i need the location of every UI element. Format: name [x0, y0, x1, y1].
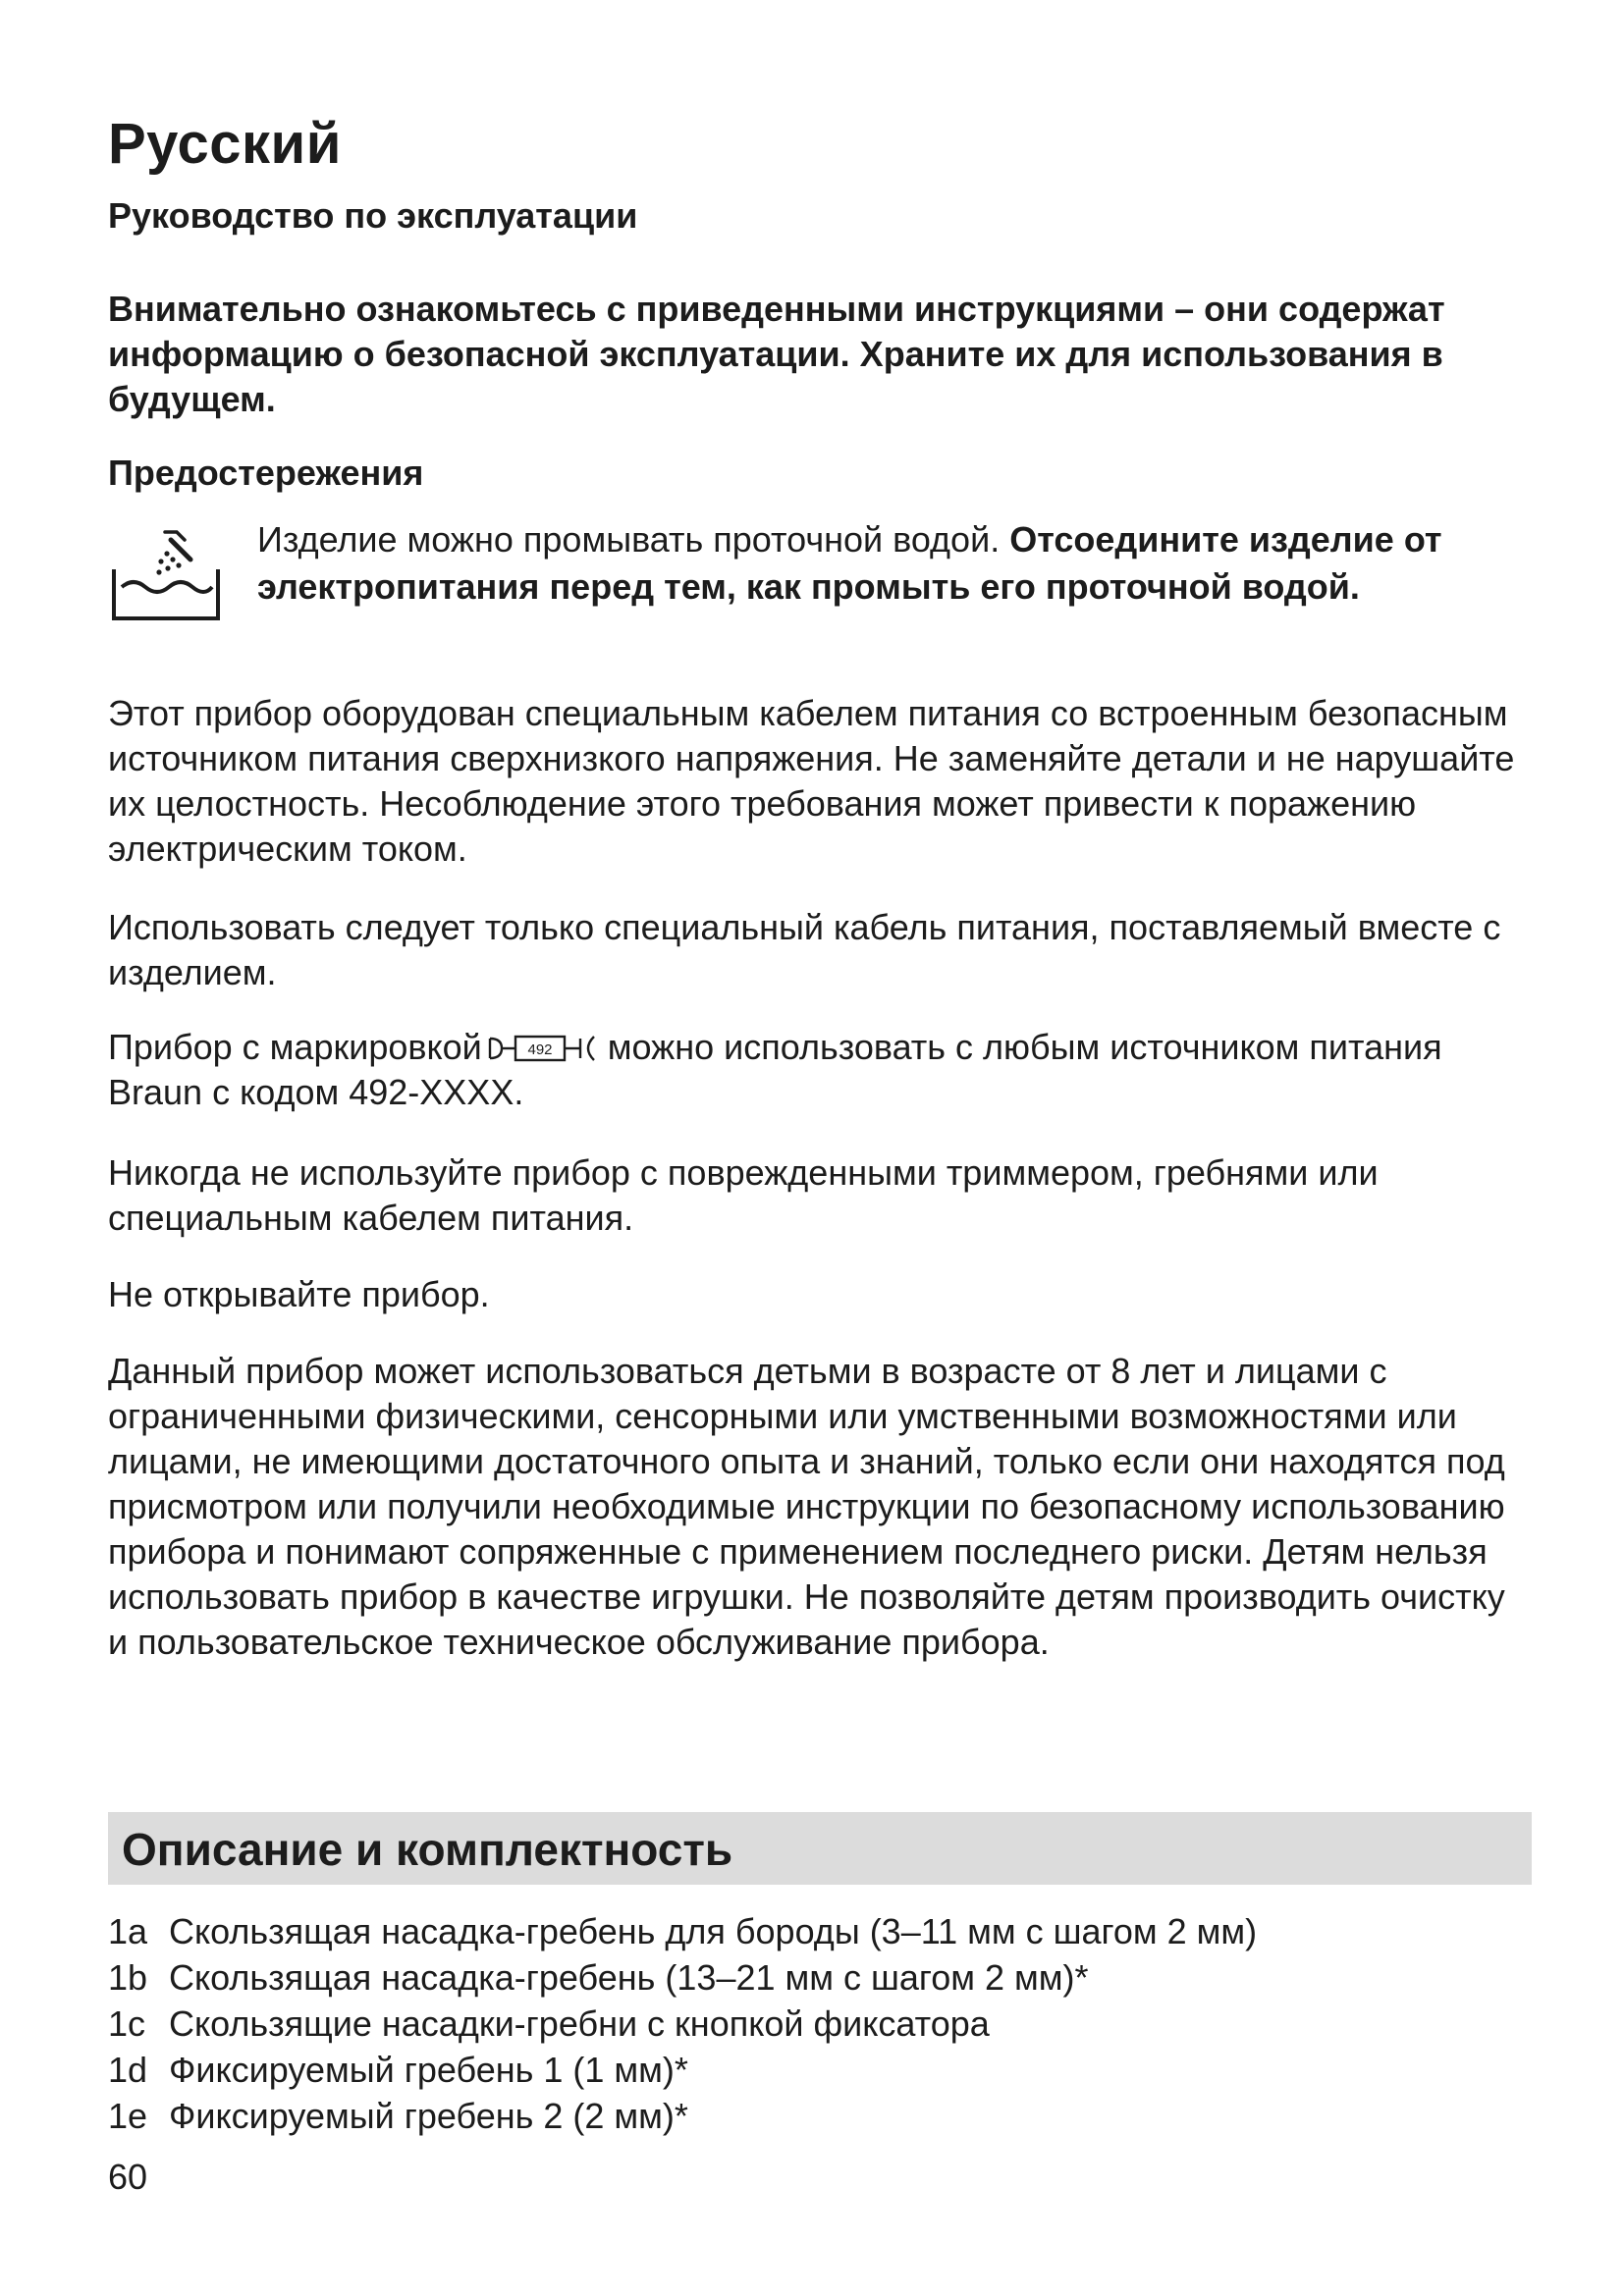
part-code: 1c: [108, 2003, 146, 2044]
list-item: [108, 1908, 1532, 1954]
list-item: [108, 2001, 1532, 2047]
part-text: Скользящая насадка-гребень (13–21 мм с шагом 2 мм)*: [169, 1957, 1089, 1998]
part-text: Скользящие насадки-гребни с кнопкой фиксатора: [169, 2003, 990, 2044]
washable-under-running-water-icon: [108, 526, 226, 624]
paragraph-damaged-parts: Никогда не используйте прибор с поврежденными триммером, гребнями или специальным кабелем питания.: [108, 1152, 1379, 1238]
paragraph-supplied-cable: Использовать следует только специальный кабель питания, поставляемый вместе с изделием.: [108, 907, 1501, 992]
power-supply-marking-label: 492: [527, 1041, 553, 1058]
parts-list: [108, 1908, 1532, 2139]
marking-text-after: можно использовать с любым источником питания Braun с кодом 492-XXXX.: [108, 1027, 1442, 1112]
list-item: [108, 2093, 1532, 2139]
part-text: Фиксируемый гребень 2 (2 мм)*: [169, 2096, 688, 2136]
paragraph-children-use: Данный прибор может использоваться детьми в возрасте от 8 лет и лицами с ограниченными физическими, сенсорными или умственными возможностями или лицами, не имеющими достаточного опыта и знаний, только если они находятся под присмотром или получили необходимые инструкции по безопасному использованию прибора и понимают сопряженные с применением последнего риски. Детям нельзя использовать прибор в качестве игрушки. Не позволяйте детям производить очистку и пользовательское техническое обслуживание прибора.: [108, 1351, 1505, 1662]
list-item: [108, 1954, 1532, 2001]
list-item: [108, 2047, 1532, 2093]
part-code: 1e: [108, 2096, 148, 2136]
manual-page: [108, 0, 1532, 2296]
part-code: 1d: [108, 2050, 148, 2090]
page-number: 60: [108, 2157, 148, 2197]
description-section-band: [108, 1812, 1532, 1885]
intro-warning: Внимательно ознакомьтесь с приведенными инструкциями – они содержат информацию о безопасной эксплуатации. Храните их для использования в будущем.: [108, 289, 1445, 419]
part-code: 1b: [108, 1957, 148, 1998]
manual-subtitle: Руководство по эксплуатации: [108, 195, 638, 236]
warnings-heading: Предостережения: [108, 453, 424, 493]
paragraph-marking: [108, 1025, 1532, 1115]
paragraph-do-not-open: Не открывайте прибор.: [108, 1274, 490, 1314]
water-warning-text: [257, 516, 1534, 611]
part-code: 1a: [108, 1911, 148, 1951]
power-supply-marking-icon: [486, 1033, 602, 1064]
part-text: Скользящая насадка-гребень для бороды (3–11 мм с шагом 2 мм): [169, 1911, 1258, 1951]
part-text: Фиксируемый гребень 1 (1 мм)*: [169, 2050, 688, 2090]
paragraph-power-cable: Этот прибор оборудован специальным кабелем питания со встроенным безопасным источником питания сверхнизкого напряжения. Не заменяйте детали и не нарушайте их целостность. Несоблюдение этого требования может привести к поражению электрическим током.: [108, 693, 1515, 869]
water-warning: [108, 516, 1532, 664]
marking-text-before: Прибор с маркировкой: [108, 1027, 482, 1067]
water-warning-normal: Изделие можно промывать проточной водой.: [257, 519, 1010, 560]
description-title: Описание и комплектность: [122, 1824, 733, 1875]
language-title: Русский: [108, 112, 342, 176]
water-warning-bold: Отсоедините изделие от электропитания перед тем, как промыть его проточной водой.: [257, 519, 1442, 607]
